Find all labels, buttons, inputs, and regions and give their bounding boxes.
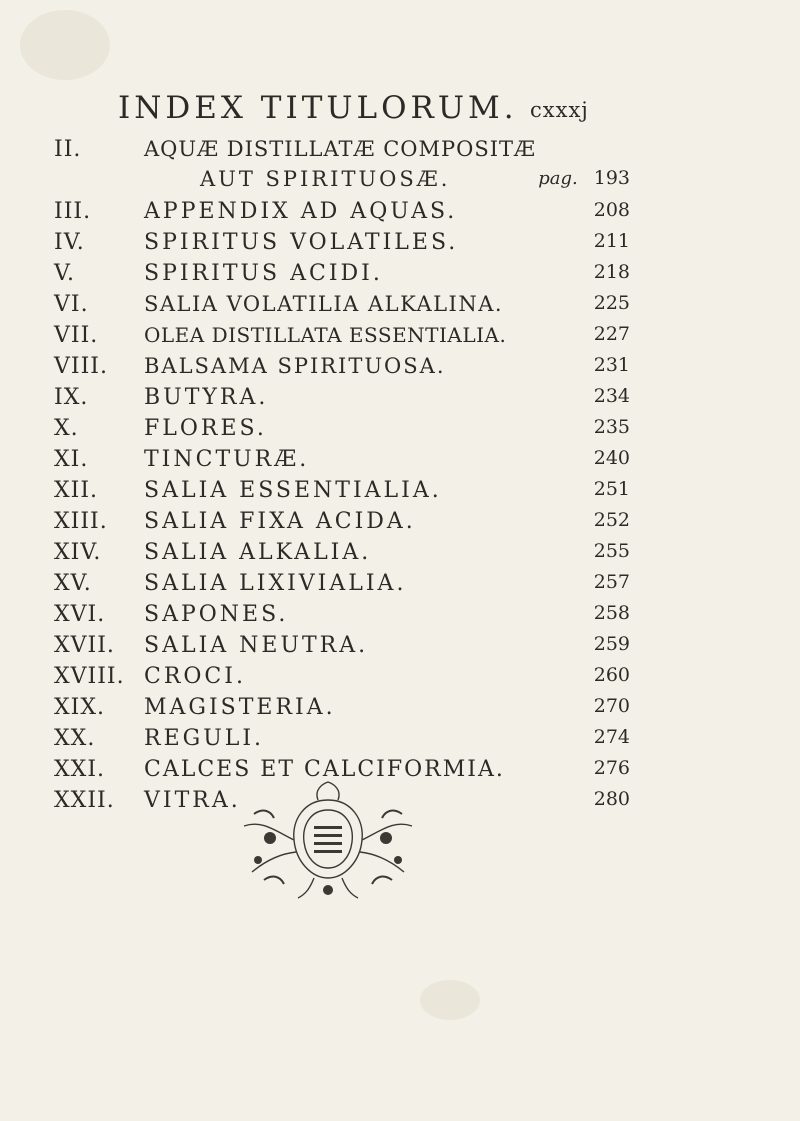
decorative-vignette xyxy=(234,780,422,900)
entry-page: 257 xyxy=(593,571,630,593)
entry-title: SPIRITUS VOLATILES. xyxy=(144,230,459,255)
entry-page: 270 xyxy=(593,695,630,717)
entry-title: SALIA ESSENTIALIA. xyxy=(144,478,442,503)
entry-number: V. xyxy=(54,261,76,286)
entry-number: XV. xyxy=(54,571,92,596)
entry-number: XXI. xyxy=(54,757,106,782)
index-entry xyxy=(0,323,800,353)
entry-title: BALSAMA SPIRITUOSA. xyxy=(144,354,446,378)
paper-stain xyxy=(420,980,480,1020)
entry-number: IX. xyxy=(54,385,89,410)
entry-number: X. xyxy=(54,416,79,441)
entry-number: XX. xyxy=(54,726,96,751)
page-number: cxxxj xyxy=(530,98,589,122)
entry-title: FLORES. xyxy=(144,416,267,441)
entry-number: XXII. xyxy=(54,788,115,813)
entry-number: VI. xyxy=(54,292,89,317)
entry-title: OLEA DISTILLATA ESSENTIALIA. xyxy=(144,323,507,347)
entry-title: TINCTURÆ. xyxy=(144,447,310,472)
entry-number: IV. xyxy=(54,230,85,255)
entry-page: 234 xyxy=(593,385,630,407)
index-entry xyxy=(0,633,800,663)
entry-number: VIII. xyxy=(54,354,108,379)
index-entry xyxy=(0,230,800,260)
index-entry xyxy=(0,726,800,756)
index-entry xyxy=(0,478,800,508)
entry-page: 240 xyxy=(593,447,630,469)
page-title: INDEX TITULORUM. xyxy=(118,90,518,126)
index-entry xyxy=(0,664,800,694)
entry-page: 193 xyxy=(593,167,630,189)
entry-title: SALIA NEUTRA. xyxy=(144,633,369,658)
index-entry xyxy=(0,540,800,570)
entry-page: 251 xyxy=(593,478,630,500)
paper-stain xyxy=(20,10,110,80)
entry-page: 235 xyxy=(593,416,630,438)
index-entry xyxy=(0,199,800,229)
entry-title: APPENDIX AD AQUAS. xyxy=(144,199,458,224)
index-entry xyxy=(0,385,800,415)
entry-number: II. xyxy=(54,137,82,162)
pag-abbreviation: pag. xyxy=(538,168,578,189)
entry-title: BUTYRA. xyxy=(144,385,269,410)
entry-title: REGULI. xyxy=(144,726,265,751)
running-header xyxy=(118,90,638,130)
index-entry xyxy=(0,571,800,601)
entry-number: XI. xyxy=(54,447,89,472)
entry-page: 274 xyxy=(593,726,630,748)
index-entry xyxy=(0,509,800,539)
entry-title: SAPONES. xyxy=(144,602,289,627)
entry-title: VITRA. xyxy=(144,788,241,813)
entry-title: SALIA LIXIVIALIA. xyxy=(144,571,407,596)
entry-number: XIX. xyxy=(54,695,106,720)
entry-page: 259 xyxy=(593,633,630,655)
index-entry xyxy=(0,137,800,167)
entry-number: VII. xyxy=(54,323,99,348)
entry-number: III. xyxy=(54,199,92,224)
entry-number: XII. xyxy=(54,478,99,503)
index-entry-continuation xyxy=(0,167,800,197)
entry-number: XIII. xyxy=(54,509,108,534)
entry-number: XIV. xyxy=(54,540,102,565)
index-entry xyxy=(0,602,800,632)
entry-page: 227 xyxy=(593,323,630,345)
entry-page: 218 xyxy=(593,261,630,283)
entry-title-continuation: AUT SPIRITUOSÆ. xyxy=(200,167,451,191)
entry-title: AQUÆ DISTILLATÆ COMPOSITÆ xyxy=(144,137,537,161)
entry-page: 225 xyxy=(593,292,630,314)
index-entry xyxy=(0,447,800,477)
entry-page: 231 xyxy=(593,354,630,376)
entry-page: 258 xyxy=(593,602,630,624)
entry-page: 208 xyxy=(593,199,630,221)
entry-number: XVI. xyxy=(54,602,106,627)
index-entry xyxy=(0,354,800,384)
entry-title: SPIRITUS ACIDI. xyxy=(144,261,383,286)
entry-page: 280 xyxy=(593,788,630,810)
entry-page: 255 xyxy=(593,540,630,562)
entry-title: MAGISTERIA. xyxy=(144,695,336,720)
entry-title: CROCI. xyxy=(144,664,246,689)
entry-number: XVIII. xyxy=(54,664,125,689)
index-entry xyxy=(0,261,800,291)
entry-page: 211 xyxy=(593,230,630,252)
entry-page: 260 xyxy=(593,664,630,686)
entry-title: SALIA ALKALIA. xyxy=(144,540,372,565)
index-entry xyxy=(0,416,800,446)
entry-page: 252 xyxy=(593,509,630,531)
entry-title: SALIA VOLATILIA ALKALINA. xyxy=(144,292,504,316)
entry-number: XVII. xyxy=(54,633,115,658)
entry-title: CALCES ET CALCIFORMIA. xyxy=(144,757,505,782)
index-entry xyxy=(0,695,800,725)
entry-page: 276 xyxy=(593,757,630,779)
entry-title: SALIA FIXA ACIDA. xyxy=(144,509,416,534)
entry-page-group xyxy=(538,167,630,189)
index-entry xyxy=(0,292,800,322)
